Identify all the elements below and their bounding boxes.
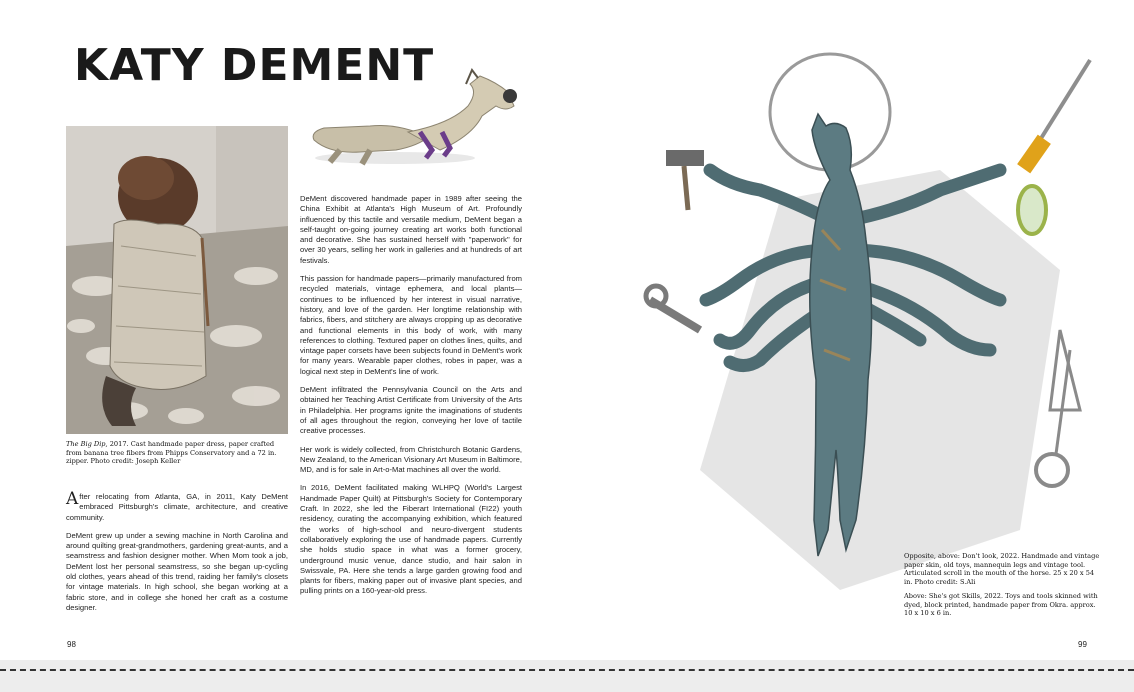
body-paragraph: In 2016, DeMent facilitated making WLHPQ (World's Largest Handmade Paper Quilt) at Pittsburgh's Society for Contemporary Craft. In 2022, she led the Fiberart International (FI22) youth residency, curating the accompanying exhibition, which featured the works of high-school and neuro-divergent students collaboratively exploring the use of handmade papers. Currently she holds studio space in what was a former grocery, underground music venue, dance studio, and hair salon in Swissvale, PA. Here she tends a large garden growing food and plants for fibers, making paper out of invasive plant species, and pulling prints on a 160-year-old press. bbox=[300, 483, 522, 596]
right-caption-above: Above: She's got Skills, 2022. Toys and tools skinned with dyed, block printed, handmade paper from Okra. approx. 10 x 10 x 6 in. bbox=[904, 592, 1098, 618]
middle-text-column bbox=[300, 194, 522, 605]
caption-text: 2017. Cast handmade paper dress, paper crafted from banana tree fibers from Phipps Conservatory and a 72 in. zipper. Photo credit: Joseph Keller bbox=[66, 440, 277, 466]
body-paragraph: This passion for handmade papers—primarily manufactured from recycled materials, vintage ephemera, and local plants—continues to be influenced by her interest in visual narrative, history, and love of the garden. Her longtime relationship with fabrics, fibers, and stitchery are always cropping up as decorative and functional elements in this body of work, with many references to clothing. Textured paper on clothes lines, quilts, and vintage paper corsets have been subjects found in DeMent's work for many years. Wearable paper clothes, robes in paper, was a logical next step in DeMent's line of work. bbox=[300, 274, 522, 376]
page-number-right: 99 bbox=[1078, 640, 1087, 649]
dress-photo-caption bbox=[66, 440, 290, 466]
drop-cap: A bbox=[66, 489, 79, 509]
body-paragraph: Her work is widely collected, from Christchurch Botanic Gardens, New Zealand, to the American Visionary Art Museum in Baltimore, MD, and is for sale in Art-o-Mat machines all over the world. bbox=[300, 444, 522, 475]
intro-text: fter relocating from Atlanta, GA, in 2011, Katy DeMent embraced Pittsburgh's climate, architecture, and creative community. bbox=[66, 492, 288, 522]
left-text-column bbox=[66, 489, 288, 621]
body-paragraph: DeMent discovered handmade paper in 1989 after seeing the China Exhibit at Atlanta's High Museum of Art. Profoundly influenced by this tactile and versatile medium, DeMent began a self-taught on-going journey creating art works both functional and decorative. She has sustained herself with "paperwork" for over 30 years, selling her work in galleries and at hundreds of art festivals. bbox=[300, 194, 522, 265]
paper-dress-photo bbox=[66, 126, 288, 434]
article-title: KATY DEMENT bbox=[74, 40, 435, 91]
body-paragraph: DeMent grew up under a sewing machine in North Carolina and around quilting great-grandmothers, gardening great-aunts, and a seamstress and fashion designer mother. When Mom took a job, DeMent lost her personal seamstress, so she began up-cycling old clothes, years ahead of this trend, raiding her family's closets for vintage materials. In high school, she began working at a fabric store, and in college she honed her craft as a costume designer. bbox=[66, 530, 288, 612]
dashed-divider bbox=[0, 669, 1134, 671]
caption-work-title: The Big Dip, bbox=[66, 440, 108, 448]
page-number-left: 98 bbox=[67, 640, 76, 649]
right-caption-opposite: Opposite, above: Don't look, 2022. Handmade and vintage paper skin, old toys, mannequin legs and vintage tool. Articulated scroll in the mouth of the horse. 25 x 20 x 54 in. Photo credit: S.Ali bbox=[904, 552, 1100, 586]
body-paragraph: DeMent infiltrated the Pennsylvania Council on the Arts and obtained her Teaching Artist Certificate from University of the Arts in Philadelphia. Her programs ignite the imaginations of students of all ages throughout the region, conveying her love of tactile creative processes. bbox=[300, 385, 522, 436]
intro-paragraph bbox=[66, 489, 288, 523]
horse-sculpture-image bbox=[300, 66, 530, 170]
multi-armed-horse-sculpture-image bbox=[640, 50, 1120, 610]
